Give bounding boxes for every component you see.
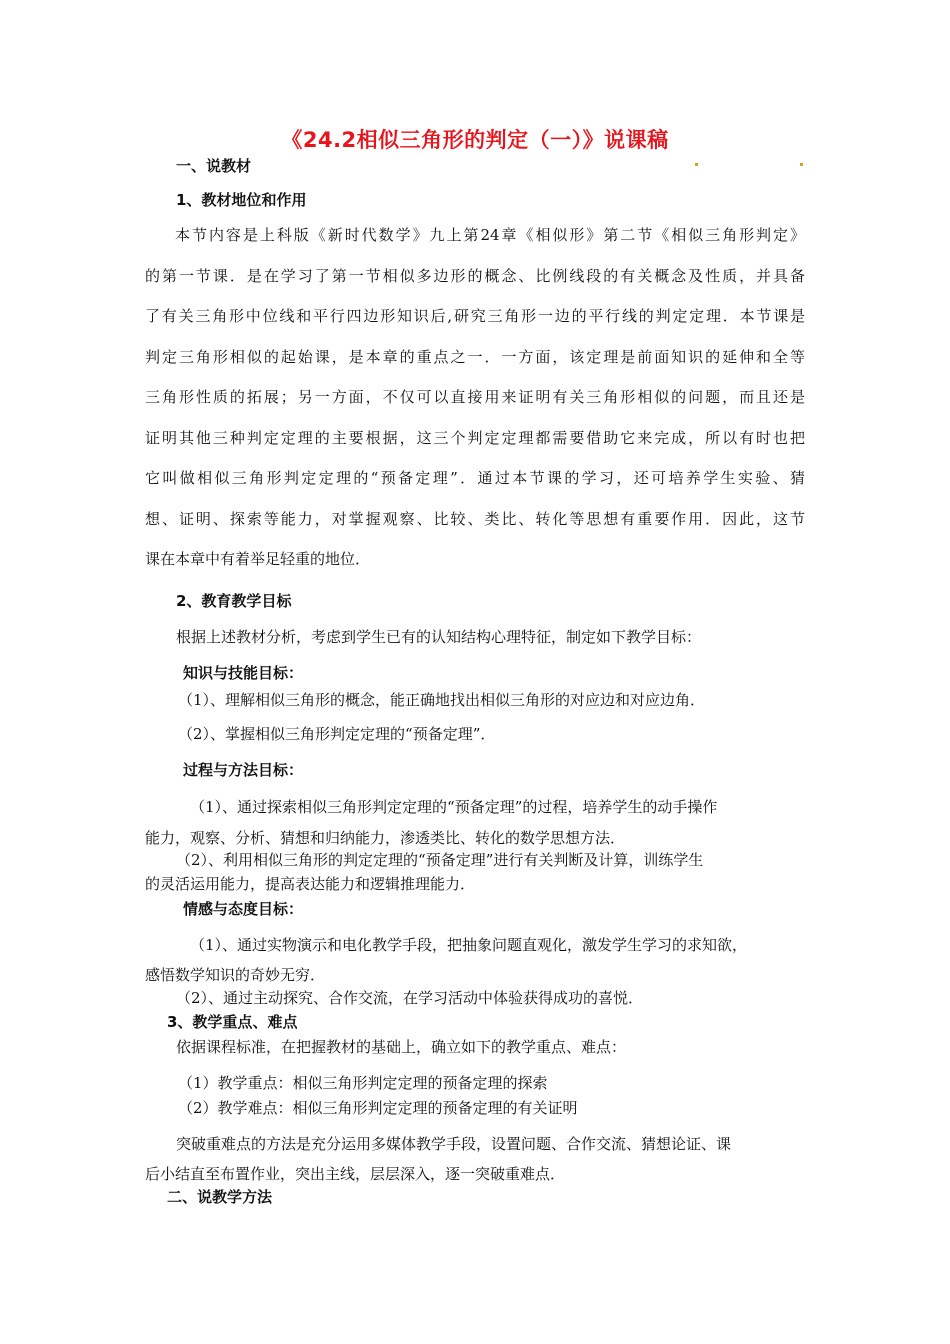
key-point-item: （1）教学重点：相似三角形判定定理的预备定理的探索 bbox=[178, 1074, 548, 1092]
method-line: 突破重难点的方法是充分运用多媒体教学手段，设置问题、合作交流、猜想论证、课 bbox=[176, 1135, 732, 1153]
goals-intro: 根据上述教材分析，考虑到学生已有的认知结构心理特征，制定如下教学目标： bbox=[176, 628, 702, 646]
paragraph-line: 了有关三角形中位线和平行四边形知识后,研究三角形一边的平行线的判定定理．本节课是 bbox=[145, 307, 805, 325]
process-goal-line: 的灵活运用能力，提高表达能力和逻辑推理能力． bbox=[145, 875, 476, 893]
method-line: 后小结直至布置作业，突出主线，层层深入，逐一突破重难点． bbox=[145, 1165, 566, 1183]
paragraph-line: 判定三角形相似的起始课，是本章的重点之一．一方面，该定理是前面知识的延伸和全等 bbox=[145, 347, 805, 366]
decorative-dot bbox=[695, 163, 698, 166]
paragraph-line: 课在本章中有着举足轻重的地位． bbox=[145, 550, 371, 568]
paragraph-line: 的第一节课．是在学习了第一节相似多边形的概念、比例线段的有关概念及性质，并具备 bbox=[145, 266, 805, 285]
attitude-goals-heading: 情感与态度目标： bbox=[183, 900, 304, 918]
paragraph-line: 证明其他三种判定定理的主要根据，这三个判定定理都需要借助它来完成，所以有时也把 bbox=[145, 428, 805, 447]
knowledge-goal-item: （2）、掌握相似三角形判定定理的“预备定理”． bbox=[178, 725, 496, 743]
paragraph-material-position bbox=[145, 215, 805, 580]
difficult-point-item: （2）教学难点：相似三角形判定定理的预备定理的有关证明 bbox=[178, 1099, 578, 1117]
process-goal-line: （2）、利用相似三角形的判定定理的“预备定理”进行有关判断及计算，训练学生 bbox=[176, 851, 704, 869]
process-goal-line: （1）、通过探索相似三角形判定定理的“预备定理”的过程，培养学生的动手操作 bbox=[190, 798, 718, 816]
section-heading-teaching-material: 一、说教材 bbox=[176, 157, 252, 175]
paragraph-line: 想、证明、探索等能力，对掌握观察、比较、类比、转化等思想有重要作用．因此，这节 bbox=[145, 509, 805, 528]
attitude-goal-line: 感悟数学知识的奇妙无穷． bbox=[145, 966, 326, 984]
paragraph-line: 它叫做相似三角形判定定理的“预备定理”．通过本节课的学习，还可培养学生实验、猜 bbox=[145, 469, 805, 487]
document-title: 《24.2相似三角形的判定（一）》说课稿 bbox=[281, 128, 669, 152]
knowledge-goal-item: （1）、理解相似三角形的概念，能正确地找出相似三角形的对应边和对应边角． bbox=[178, 691, 706, 709]
section-heading-teaching-methods: 二、说教学方法 bbox=[167, 1188, 273, 1206]
attitude-goal-line: （2）、通过主动探究、合作交流，在学习活动中体验获得成功的喜悦． bbox=[176, 989, 644, 1007]
subheading-teaching-goals: 2、教育教学目标 bbox=[176, 592, 292, 610]
knowledge-goals-heading: 知识与技能目标： bbox=[183, 664, 304, 682]
paragraph-line: 三角形性质的拓展；另一方面，不仅可以直接用来证明有关三角形相似的问题，而且还是 bbox=[145, 388, 805, 406]
process-goals-heading: 过程与方法目标： bbox=[183, 761, 304, 779]
decorative-dot bbox=[800, 163, 803, 166]
subheading-key-difficult-points: 3、教学重点、难点 bbox=[167, 1013, 298, 1031]
process-goal-line: 能力，观察、分析、猜想和归纳能力，渗透类比、转化的数学思想方法． bbox=[145, 829, 626, 847]
key-points-intro: 依据课程标准，在把握教材的基础上，确立如下的教学重点、难点： bbox=[176, 1038, 627, 1056]
paragraph-line: 本节内容是上科版《新时代数学》九上第24章《相似形》第二节《相似三角形判定》 bbox=[175, 226, 805, 244]
attitude-goal-line: （1）、通过实物演示和电化教学手段，把抽象问题直观化，激发学生学习的求知欲， bbox=[190, 936, 748, 954]
subheading-material-position: 1、教材地位和作用 bbox=[176, 191, 307, 209]
